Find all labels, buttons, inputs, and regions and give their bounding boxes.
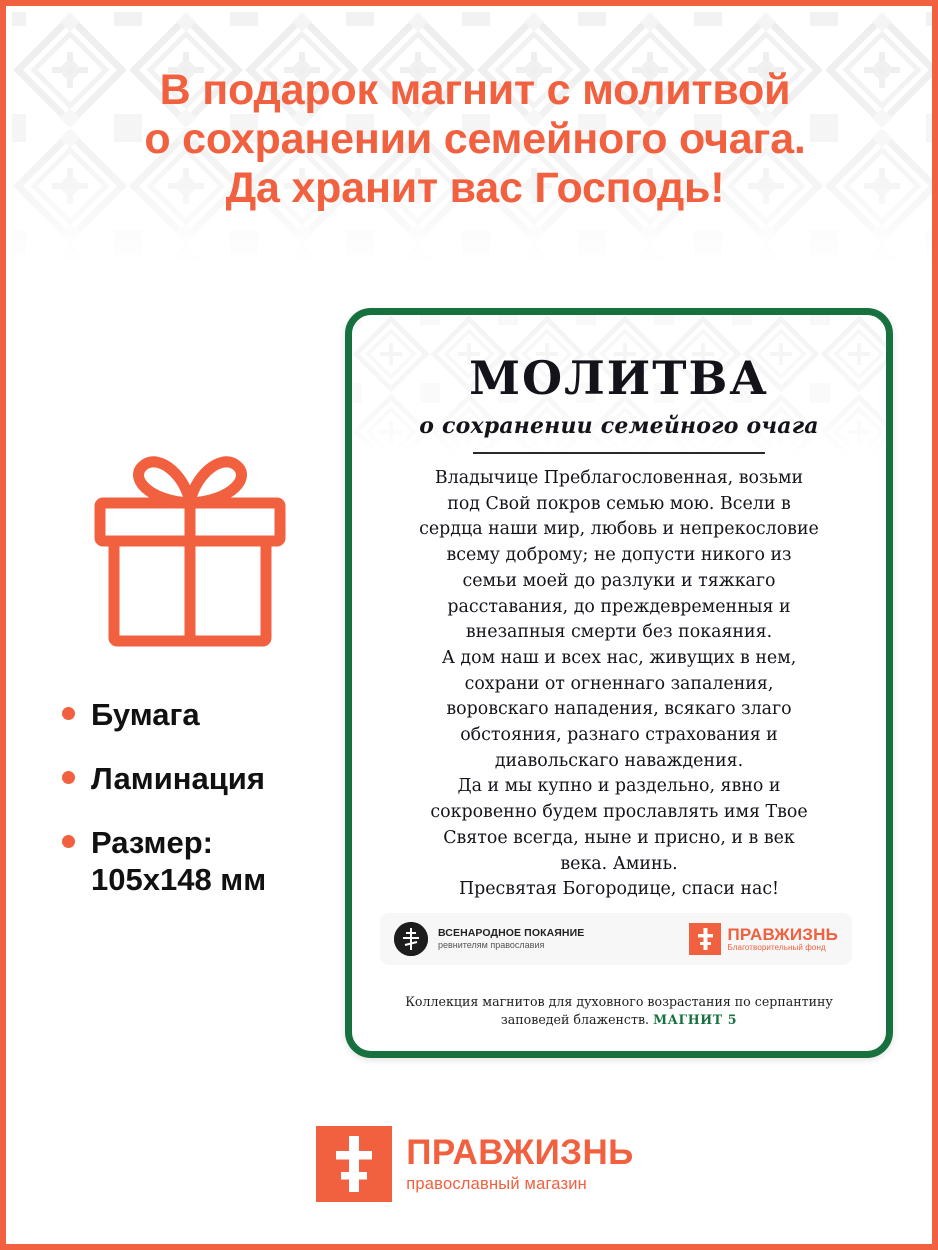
- prayer-line: века. Аминь.: [560, 853, 678, 874]
- partner-brand-text: [728, 926, 839, 953]
- prayer-line: Владычице Преблагословенная, возьми: [434, 468, 804, 488]
- store-logo-text: [406, 1132, 634, 1194]
- partner-vsenarodnoe-pokayanie: [394, 922, 689, 956]
- list-item: [62, 824, 342, 900]
- partners-strip: [380, 913, 852, 965]
- feature-size-line-2: 105x148 мм: [91, 862, 267, 898]
- prayer-line: сердца наши мир, любовь и непрекословие: [419, 519, 819, 540]
- orthodox-cross-seal-icon: [394, 922, 428, 956]
- gift-icon: [90, 431, 290, 651]
- magnet-number-badge: МАГНИТ 5: [653, 1011, 738, 1027]
- prayer-line: воровскаго нападения, всякаго злаго: [446, 699, 792, 720]
- headline-line-1: В подарок магнит с молитвой: [159, 66, 791, 114]
- prayer-text: [378, 466, 860, 902]
- prayer-line: расставания, до преждевременныя и: [447, 596, 791, 617]
- feature-label-size: [91, 824, 266, 900]
- store-name: ПРАВЖИЗНЬ: [406, 1132, 634, 1172]
- partner-pravzhizn-fund: [689, 923, 839, 955]
- prayer-line: внезапныя смерти без покаяния.: [465, 622, 773, 643]
- bullet-dot-icon: [62, 707, 75, 720]
- prayer-line: обстояния, разнаго страхования и: [460, 725, 778, 746]
- prayer-subtitle: о сохранении семейного очага: [419, 413, 819, 439]
- card-footer-note: [374, 993, 864, 1030]
- footer-line-1: Коллекция магнитов для духовного возрастания по серпантину: [405, 993, 833, 1009]
- magnet-card: [345, 308, 893, 1058]
- feature-size-line-1: Размер:: [91, 824, 213, 860]
- pravzhizn-cross-logo-icon: [689, 923, 721, 955]
- list-item: [62, 760, 342, 798]
- feature-label: Ламинация: [91, 760, 265, 796]
- partner-brand-name: ПРАВЖИЗНЬ: [727, 924, 838, 944]
- partner-name: ВСЕНАРОДНОЕ ПОКАЯНИЕ: [438, 926, 585, 939]
- store-tagline: православный магазин: [406, 1174, 587, 1193]
- pravzhizn-cross-logo-icon: [316, 1126, 392, 1202]
- list-item: [62, 696, 342, 734]
- prayer-line: семьи моей до разлуки и тяжкаго: [462, 570, 776, 591]
- features-list: [62, 696, 342, 925]
- prayer-line: сохрани от огненнаго запаления,: [464, 673, 774, 694]
- partner-tagline: ревнителям православия: [438, 939, 545, 950]
- bullet-dot-icon: [62, 771, 75, 784]
- prayer-line: сокровенно будем прославлять имя Твое: [430, 802, 808, 823]
- partner-text: [438, 927, 584, 951]
- prayer-line: под Свой покров семью мою. Всели в: [447, 493, 791, 514]
- prayer-line: всему доброму; не допусти никого из: [446, 545, 792, 566]
- headline-line-3: Да хранит вас Господь!: [225, 164, 725, 213]
- prayer-line: диавольскаго наваждения.: [494, 750, 744, 771]
- footer-line-2: заповедей блаженств.: [500, 1011, 650, 1027]
- prayer-line: Святое всегда, ныне и присно, и в век: [443, 827, 795, 848]
- partner-brand-tagline: Благотворительный фонд: [727, 943, 826, 953]
- title-divider: [473, 452, 765, 454]
- prayer-line: Да и мы купно и раздельно, явно и: [457, 776, 781, 797]
- prayer-title: МОЛИТВА: [469, 351, 769, 405]
- prayer-line: Пресвятая Богородице, спаси нас!: [458, 879, 780, 900]
- page-title: [6, 66, 938, 213]
- bullet-dot-icon: [62, 835, 75, 848]
- feature-label: Бумага: [91, 697, 200, 732]
- store-logo: [6, 1126, 938, 1202]
- headline-line-2: о сохранении семейного очага.: [144, 115, 806, 164]
- prayer-line: А дом наш и всех нас, живущих в нем,: [441, 647, 797, 668]
